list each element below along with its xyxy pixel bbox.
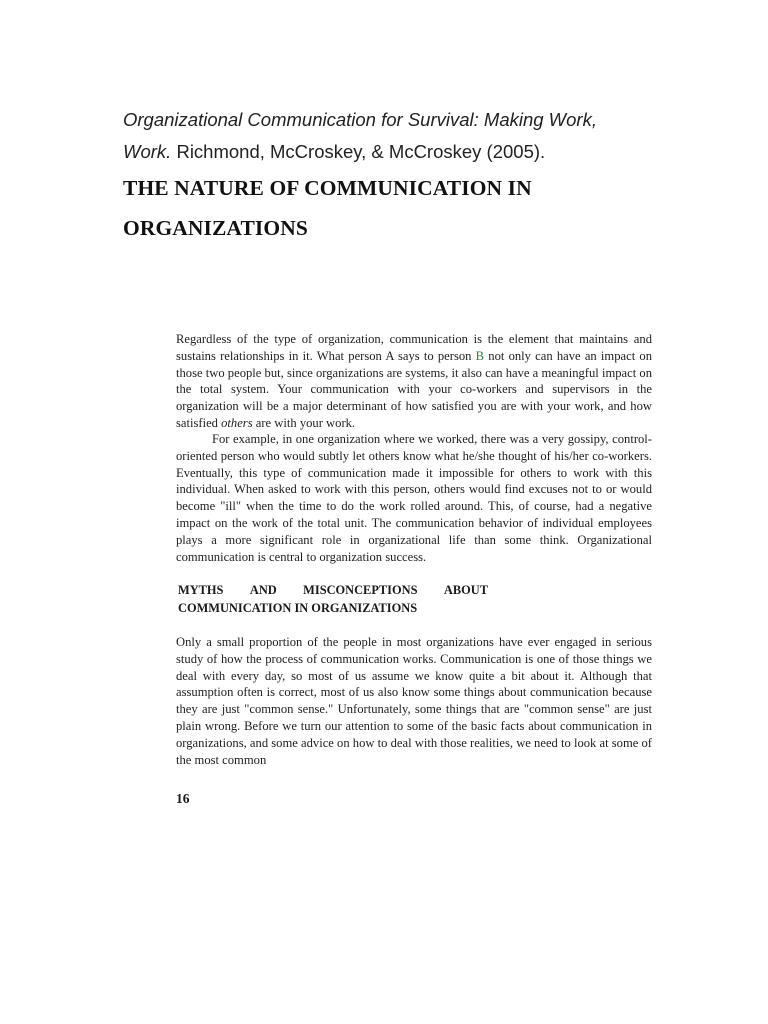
section-heading [178,581,488,617]
book-title-line1: Organizational Communication for Survival: Making Work, [123,109,597,130]
paragraph-example-text: For example, in one organization where we worked, there was a very gossipy, control-oriented person who would subtly let others know what he/she thought of his/her co-workers. Eventually, this type of communication made it impossible for others to work with this individual. When asked to work with this person, others would find excuses not to or would become "ill" when the time to do the work rolled around. This, of course, had a negative impact on the work of the total unit. The communication behavior of individual employees plays a more significant role in organizational life than some think. Organizational communication is central to organization success. [176,432,652,564]
others-emphasis: others [221,415,253,430]
paragraph-myths-text: Only a small proportion of the people in most organizations have ever engaged in serious study of how the process of communication works. Communication is one of those things we deal with every day, so most of us assume we know quite a bit about it. Although that assumption often is correct, most of us also know some things about communication because they are just "common sense." Unfortunately, some things that are "common sense" are just plain wrong. Before we turn our attention to some of the basic facts about communication in organizations, and some advice on how to deal with those realities, we need to look at some of the most common [176,635,652,767]
chapter-title [123,168,683,248]
section-heading-line2: COMMUNICATION IN ORGANIZATIONS [178,601,418,615]
paragraph-intro [176,331,652,432]
heading-word-misconceptions: MISCONCEPTIONS [303,583,418,597]
chapter-title-line2: ORGANIZATIONS [123,216,308,240]
paragraph-example [176,431,652,565]
heading-word-about: ABOUT [443,583,488,597]
page-number: 16 [176,791,190,806]
book-authors: Richmond, McCroskey, & McCroskey (2005). [171,141,546,162]
paragraph-intro-text-c: are with your work. [252,415,356,430]
source-citation [123,104,683,168]
person-b-highlight: B [475,348,485,363]
heading-word-myths: MYTHS [178,583,224,597]
heading-word-and: AND [249,583,277,597]
paragraph-myths [176,634,652,768]
paragraph-intro-text-b: not only can have an impact on those two people but, since organizations are systems, it also can have a meaningful impact on the total system. Your communication with your co-workers and supervisors in the organization will be a major determinant of how satisfied you are with your work, and how satisfied [176,348,652,430]
section-heading-line1 [178,581,488,599]
book-title-line2: Work. [123,141,172,162]
paragraph-intro-text-a: Regardless of the type of organization, communication is the element that maintains and sustains relationships in it. What person A says to person [176,332,652,363]
chapter-title-line1: THE NATURE OF COMMUNICATION IN [123,176,532,200]
